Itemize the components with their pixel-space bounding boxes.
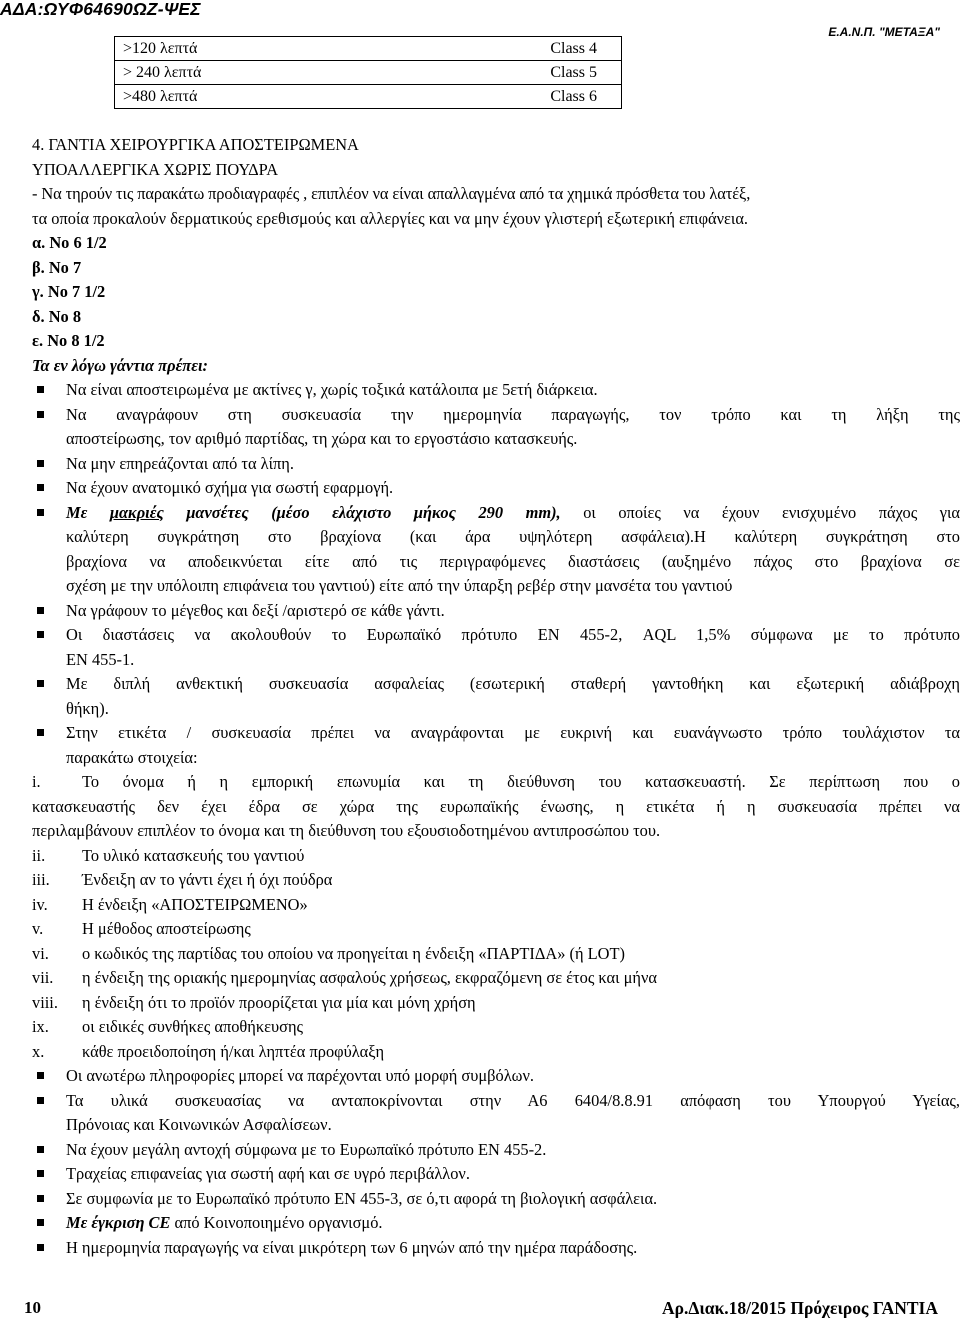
- document-body: [32, 133, 960, 1260]
- item-text: Σε συμφωνία με το Ευρωπαϊκό πρότυπο ΕΝ 455-3, σε ό,τι αφορά τη βιολογική ασφάλεια.: [66, 1188, 658, 1208]
- item-text: σχέση με την υπόλοιπη επιφάνεια του γαντιού) είτε από την ύπαρξη ρεβέρ στην μανσέτα του γαντιού: [66, 576, 733, 595]
- list-item: [32, 452, 960, 477]
- roman-number: vii.: [32, 968, 54, 987]
- roman-item: [32, 1040, 960, 1065]
- item-text: [66, 501, 960, 526]
- roman-item: [32, 893, 960, 918]
- roman-item: [32, 917, 960, 942]
- ada-code: ΑΔΑ:ΩΥΦ64690ΩΖ-ΨΕΣ: [0, 0, 201, 19]
- list-item: [32, 476, 960, 501]
- item-text: Να έχουν ανατομικό σχήμα για σωστή εφαρμογή.: [66, 478, 394, 497]
- bold-italic-text: μανσέτες (μέσο ελάχιστο μήκος 290 mm),: [163, 502, 561, 522]
- list-item: [32, 1089, 960, 1138]
- item-text: Η ένδειξη «ΑΠΟΣΤΕΙΡΩΜΕΝΟ»: [82, 894, 308, 914]
- roman-item: [32, 868, 960, 893]
- list-item: [32, 721, 960, 770]
- item-text: θήκη).: [66, 698, 109, 718]
- item-text: Να αναγράφουν στη συσκευασία την ημερομηνία παραγωγής, τον τρόπο και τη λήξη της: [66, 404, 960, 424]
- roman-item: [32, 942, 960, 967]
- table-row: [115, 61, 622, 85]
- intro-line: τα οποία προκαλούν δερματικούς ερεθισμούς και αλλεργίες και να μην έχουν γλιστερή εξωτερική επιφάνεια.: [32, 208, 749, 228]
- requirements-list: [32, 378, 960, 770]
- list-item: [32, 1064, 960, 1089]
- additional-requirements-list: [32, 1064, 960, 1260]
- item-text: από Κοινοποιημένο οργανισμό.: [170, 1213, 383, 1232]
- item-text: Να είναι αποστειρωμένα με ακτίνες γ, χωρίς τοξικά κατάλοιπα με 5ετή διάρκεια.: [66, 380, 598, 399]
- item-text: Το υλικό κατασκευής του γαντιού: [82, 845, 305, 865]
- roman-number: vi.: [32, 943, 49, 963]
- item-text: παρακάτω στοιχεία:: [66, 747, 198, 767]
- item-text: Να μην επηρεάζονται από τα λίπη.: [66, 453, 294, 473]
- roman-item: [32, 770, 960, 795]
- intro-line: - Να τηρούν τις παρακάτω προδιαγραφές , επιπλέον να είναι απαλλαγμένα από τα χημικά πρόσθετα του λατέξ,: [32, 184, 751, 203]
- roman-number: x.: [32, 1041, 45, 1061]
- roman-item: [32, 1015, 960, 1040]
- list-item: [32, 672, 960, 721]
- list-item: [32, 623, 960, 672]
- roman-item: [32, 844, 960, 869]
- item-text: η ένδειξη ότι το προϊόν προορίζεται για μία και μόνη χρήση: [82, 992, 476, 1012]
- item-text: Η μέθοδος αποστείρωσης: [82, 919, 251, 938]
- list-item: [32, 501, 960, 599]
- class-cell: Class 4: [380, 37, 622, 61]
- table-row: [115, 37, 622, 61]
- class-cell: Class 5: [380, 61, 622, 85]
- time-cell: >120 λεπτά: [115, 37, 380, 61]
- roman-number: iv.: [32, 894, 48, 914]
- item-text: Να γράφουν το μέγεθος και δεξί /αριστερό σε κάθε γάντι.: [66, 600, 445, 620]
- item-text: οι ειδικές συνθήκες αποθήκευσης: [82, 1017, 304, 1036]
- underlined-text: μακριές: [109, 502, 164, 522]
- roman-number: i.: [32, 772, 41, 791]
- time-cell: > 240 λεπτά: [115, 61, 380, 85]
- roman-item: [32, 966, 960, 991]
- time-cell: >480 λεπτά: [115, 85, 380, 109]
- item-text: Ένδειξη αν το γάντι έχει ή όχι πούδρα: [82, 870, 333, 889]
- class-cell: Class 6: [380, 85, 622, 109]
- item-text: Τα υλικά συσκευασίας να ανταποκρίνονται στην Α6 6404/8.8.91 απόφαση του Υπουργού Υγείας,: [66, 1090, 960, 1110]
- size-item: δ. Νο 8: [32, 306, 82, 326]
- list-item: [32, 1187, 960, 1212]
- list-item: [32, 403, 960, 452]
- roman-number: ix.: [32, 1017, 49, 1036]
- item-text: ο κωδικός της παρτίδας του οποίου να προηγείται η ένδειξη «ΠΑΡΤΙΔΑ» (ή LOT): [82, 943, 625, 963]
- item-text: Στην ετικέτα / συσκευασία πρέπει να αναγράφονται με ευκρινή και ευανάγνωστο τρόπο τουλάχιστον τα: [66, 723, 960, 742]
- list-item: [32, 1236, 960, 1261]
- item-text: Με διπλή ανθεκτική συσκευασία ασφαλείας (εσωτερική σταθερή γαντοθήκη και εξωτερική αδιάβροχη: [66, 674, 960, 693]
- item-text: Πρόνοιας και Κοινωνικών Ασφαλίσεων.: [66, 1115, 332, 1134]
- class-table: [114, 36, 622, 109]
- list-item: [32, 378, 960, 403]
- list-item: [32, 1162, 960, 1187]
- size-item: β. Νο 7: [32, 257, 82, 277]
- section-subtitle: ΥΠΟΑΛΛΕΡΓΙΚΑ ΧΩΡΙΣ ΠΟΥΔΡΑ: [32, 159, 279, 179]
- roman-item-cont: περιλαμβάνουν επιπλέον το όνομα και τη διεύθυνση του εξουσιοδοτημένου αντιπροσώπου του.: [32, 821, 661, 840]
- roman-number: ii.: [32, 845, 46, 865]
- table-row: [115, 85, 622, 109]
- size-item: γ. Νο 7 1/2: [32, 282, 106, 301]
- roman-number: iii.: [32, 870, 50, 889]
- roman-number: viii.: [32, 992, 58, 1012]
- bold-italic-text: Με: [66, 502, 110, 522]
- roman-number: v.: [32, 919, 44, 938]
- item-text: η ένδειξη της οριακής ημερομηνίας ασφαλούς χρήσεως, εκφραζόμενη σε έτος και μήνα: [82, 968, 658, 987]
- requirements-heading: Τα εν λόγω γάντια πρέπει:: [32, 355, 208, 375]
- list-item: [32, 599, 960, 624]
- item-text: αποστείρωσης, τον αριθμό παρτίδας, τη χώρα και το εργοστάσιο κατασκευής.: [66, 429, 578, 448]
- roman-item-cont: κατασκευαστής δεν έχει έδρα σε χώρα της ευρωπαϊκής ένωσης, η ετικέτα ή η συσκευασία πρέπει να: [32, 796, 960, 816]
- item-text: καλύτερη συγκράτηση στο βραχίονα (και άρα υψηλότερη ασφάλεια).Η καλύτερη συγκράτηση στο: [66, 527, 960, 546]
- page-number: 10: [24, 1298, 41, 1317]
- size-item: ε. Νο 8 1/2: [32, 331, 105, 350]
- size-item: α. Νο 6 1/2: [32, 233, 107, 252]
- item-text: Οι ανωτέρω πληροφορίες μπορεί να παρέχονται υπό μορφή συμβόλων.: [66, 1066, 534, 1085]
- item-text: οι οποίες να έχουν ενισχυμένο πάχος για: [560, 502, 960, 522]
- item-text: κάθε προειδοποίηση ή/και ληπτέα προφύλαξη: [82, 1041, 385, 1061]
- item-text: Να έχουν μεγάλη αντοχή σύμφωνα με το Ευρωπαϊκό πρότυπο ΕΝ 455-2.: [66, 1139, 547, 1159]
- item-text: Το όνομα ή η εμπορική επωνυμία και τη διεύθυνση του κατασκευαστή. Σε περίπτωση που ο: [82, 772, 960, 791]
- header-org: Ε.Α.Ν.Π. "ΜΕΤΑΞΑ": [828, 25, 940, 39]
- item-text: Οι διαστάσεις να ακολουθούν το Ευρωπαϊκό πρότυπο ΕΝ 455-2, AQL 1,5% σύμφωνα με το πρότυπο: [66, 625, 960, 644]
- item-text: Η ημερομηνία παραγωγής να είναι μικρότερη των 6 μηνών από την ημέρα παράδοσης.: [66, 1237, 638, 1257]
- list-item: [32, 1138, 960, 1163]
- item-text: Τραχείας επιφανείας για σωστή αφή και σε υγρό περιβάλλον.: [66, 1164, 470, 1183]
- item-text: βραχίονα να αποδεικνύεται είτε από τις περιγραφόμενες διαστάσεις (αυξημένο πάχος στο βραχίονα σε: [66, 551, 960, 571]
- section-title: 4. ΓΑΝΤΙΑ ΧΕΙΡΟΥΡΓΙΚΑ ΑΠΟΣΤΕΙΡΩΜΕΝΑ: [32, 135, 359, 154]
- footer-reference: Αρ.Διακ.18/2015 Πρόχειρος ΓΑΝΤΙΑ: [662, 1298, 938, 1318]
- roman-item: [32, 991, 960, 1016]
- item-text: ΕΝ 455-1.: [66, 649, 135, 669]
- bold-italic-text: Με έγκριση CE: [66, 1213, 171, 1232]
- list-item: [32, 1211, 960, 1236]
